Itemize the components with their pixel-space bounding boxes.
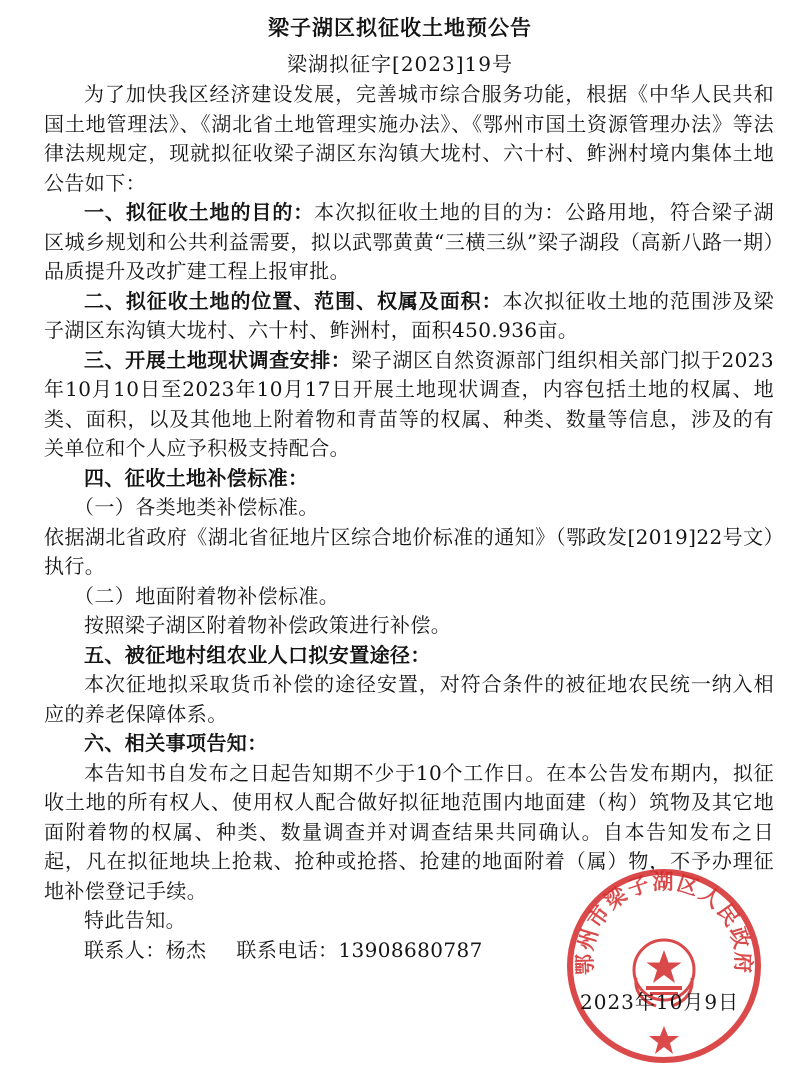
section-5-heading: 五、被征地村组农业人口拟安置途径： (84, 642, 431, 667)
section-5-text: 本次征地拟采取货币补偿的途径安置，对符合条件的被征地农民统一纳入相应的养老保障体系。 (44, 672, 774, 726)
issue-date: 2023年10月9日 (580, 990, 740, 1014)
document-body (44, 80, 774, 965)
section-4-sub2: （二）地面附着物补偿标准。 (74, 583, 340, 608)
section-4-sub1-text: 依据湖北省政府《湖北省征地片区综合地价标准的通知》（鄂政发[2019]22号文）执行。 (44, 524, 774, 578)
section-3 (44, 346, 774, 464)
section-3-text: 梁子湖区自然资源部门组织相关部门拟于2023年10月10日至2023年10月17日开展土地现状调查，内容包括土地的权属、地类、面积，以及其他地上附着物和青苗等的权属、种类、数量等信息，涉及的有关单位和个人应予积极支持配合。 (44, 347, 774, 460)
section-4-sub1: （一）各类地类补偿标准。 (74, 495, 319, 519)
intro-paragraph: 为了加快我区经济建设发展，完善城市综合服务功能，根据《中华人民共和国土地管理法》、《湖北省土地管理实施办法》、《鄂州市国土资源管理办法》等法律法规规定，现就拟征收梁子湖区东沟镇大垅村、六十村、鲊洲村境内集体土地公告如下： (44, 82, 774, 195)
seal-text: 鄂州市梁子湖区人民政府 (572, 870, 756, 976)
section-2 (44, 287, 774, 346)
section-6-heading: 六、相关事项告知： (84, 731, 268, 755)
section-3-heading: 三、开展土地现状调查安排： (84, 347, 352, 372)
document-number: 梁湖拟征字[2023]19号 (287, 52, 513, 76)
section-4-sub2-text: 按照梁子湖区附着物补偿政策进行补偿。 (84, 613, 452, 637)
section-6-text: 本告知书自发布之日起告知期不少于10个工作日。在本公告发布期内，拟征收土地的所有权人、使用权人配合做好拟征地范围内地面建（构）筑物及其它地面附着物的权属、种类、数量调查并对调查结果共同确认。自本告知发布之日起，凡在拟征地块上抢栽、抢种或抢搭、抢建的地面附着（属）物，不予办理征地补偿登记手续。 (44, 760, 774, 903)
closing-line: 特此告知。 (84, 908, 186, 932)
section-2-heading: 二、拟征收土地的位置、范围、权属及面积： (84, 288, 503, 313)
section-4-heading: 四、征收土地补偿标准： (84, 465, 309, 490)
section-1 (44, 198, 774, 287)
contact-phone-label: 联系电话： (236, 937, 339, 962)
seal-star-icon (649, 1026, 679, 1054)
contact-phone: 13908680787 (338, 937, 483, 962)
official-seal (564, 866, 764, 1066)
section-1-text: 本次拟征收土地的目的为：公路用地，符合梁子湖区城乡规划和公共利益需要，拟以武鄂黄黄“三横三纵”梁子湖段（高新八路一期）品质提升及改扩建工程上报审批。 (44, 200, 774, 283)
section-1-heading: 一、拟征收土地的目的： (84, 200, 315, 224)
document-title: 梁子湖区拟征收土地预公告 (268, 16, 532, 40)
contact-person-label: 联系人： (84, 937, 166, 962)
section-2-text: 本次拟征收土地的范围涉及梁子湖区东沟镇大垅村、六十村、鲊洲村，面积450.936亩。 (44, 288, 774, 342)
contact-person: 杨杰 (165, 937, 207, 962)
